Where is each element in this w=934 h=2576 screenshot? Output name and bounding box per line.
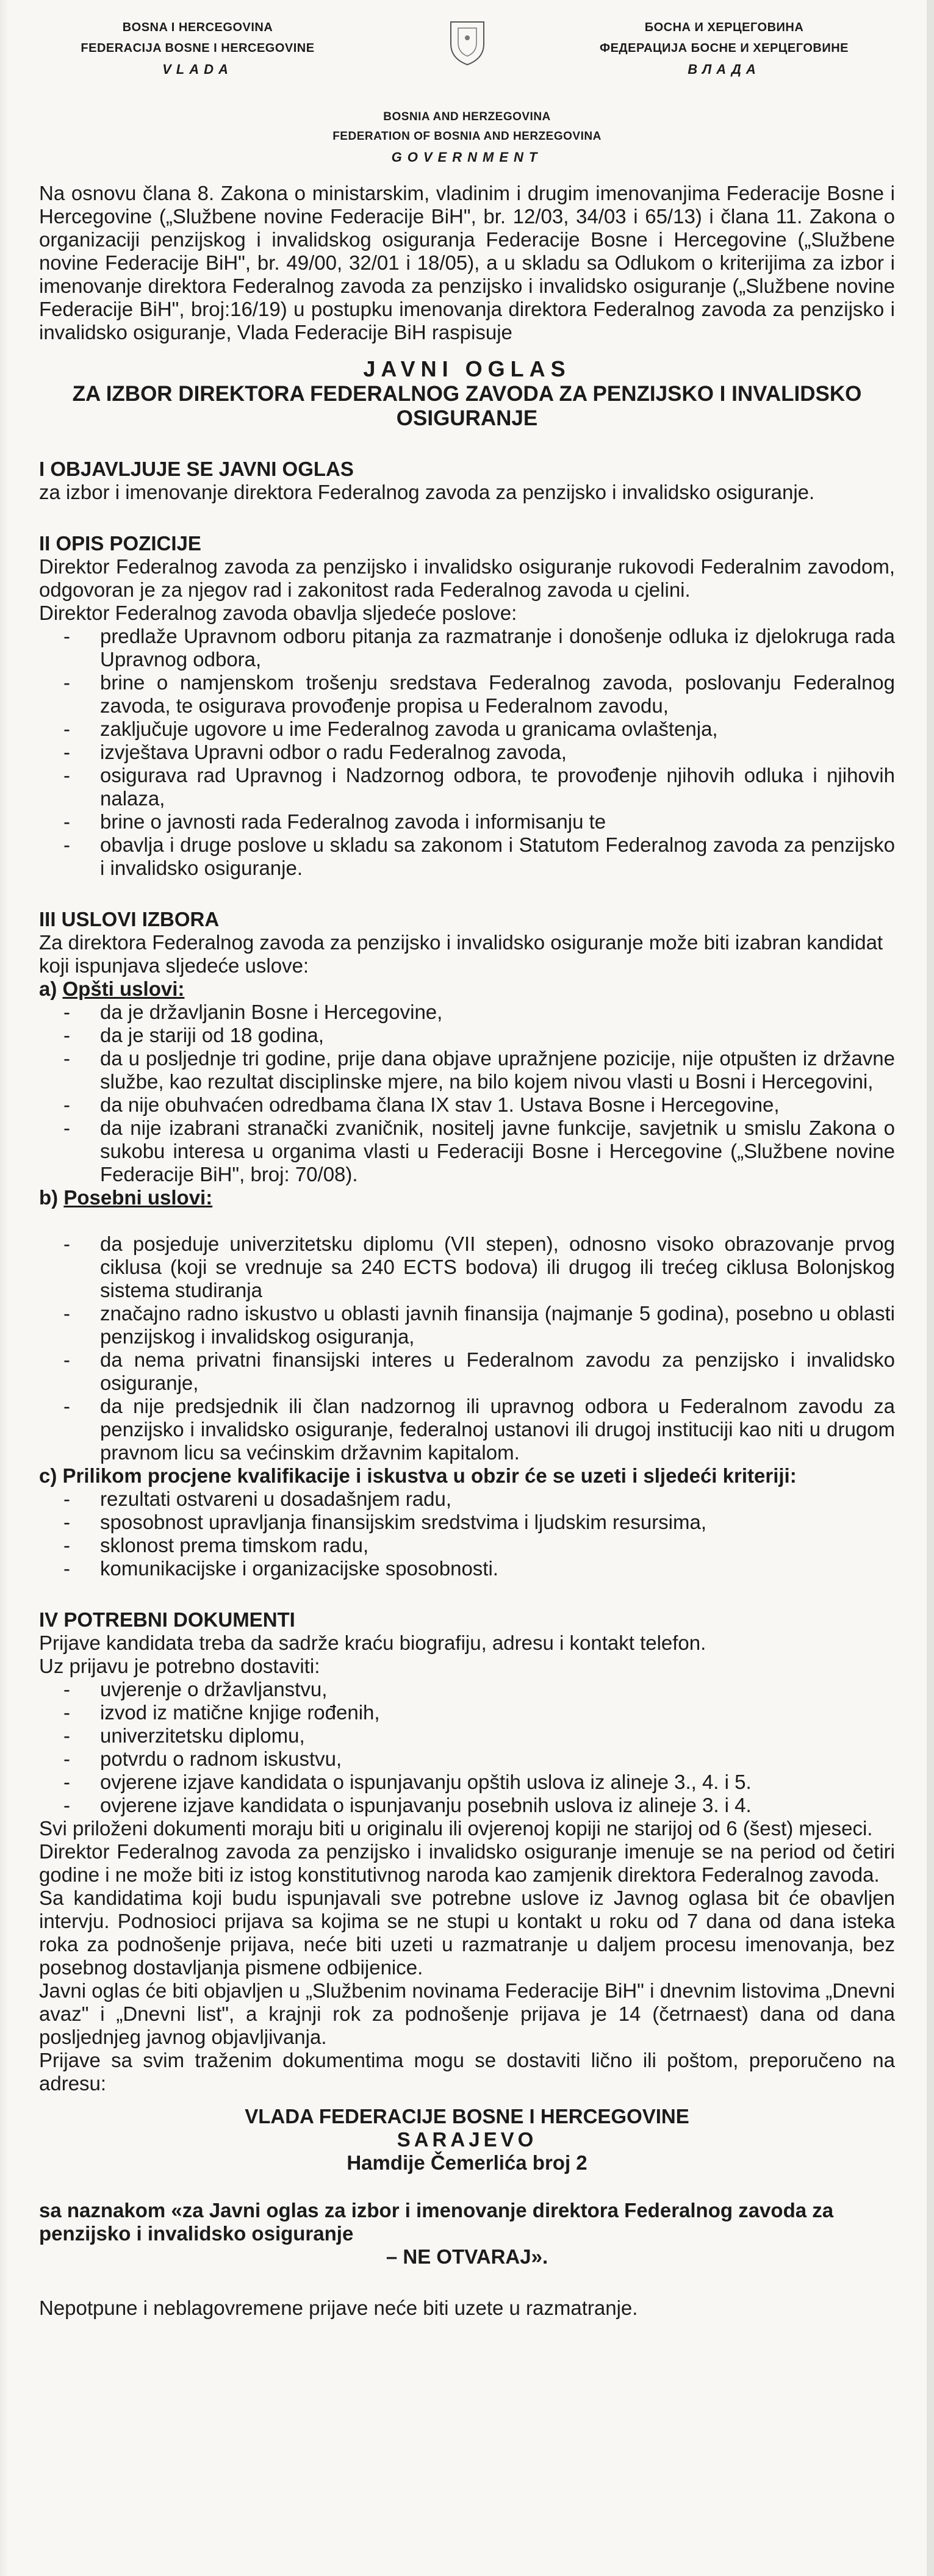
list-item: - da nije izabrani stranački zvaničnik, nositelj javne funkcije, savjetnik u smislu Zakona o sukobu interesa u organima vlasti u Federaciji Bosne i Hercegovine („Službene novine Federacije BiH", broj: 70/08).: [63, 1117, 895, 1186]
section-4-paragraph-1: Svi priloženi dokumenti moraju biti u originalu ili ovjerenoj kopiji ne starijoj od 6 (šest) mjeseci.: [39, 1817, 873, 1840]
header-center-block: [27, 107, 907, 168]
general-conditions-title: Opšti uslovi:: [62, 977, 185, 1000]
list-item: - rezultati ostvareni u dosadašnjem radu,: [63, 1488, 895, 1511]
intro-paragraph: Na osnovu člana 8. Zakona o ministarskim, vladinim i drugim imenovanjima Federacije Bosne i Hercegovine („Službene novine Federacije BiH", br. 12/03, 34/03 i 65/13) i člana 11. Zakona o organizaciji penzijskog i invalidskog osiguranja Federacije Bosne i Hercegovine („Službene novine Federacije BiH", br. 49/00, 32/01 i 18/05), a u skladu sa Odlukom o kriterijima za izbor i imenovanje direktora Federalnog zavoda za penzijsko i invalidsko osiguranje („Službene novine Federacije BiH", broj:16/19) u postupku imenovanja direktora Federalnog zavoda za penzijsko i invalidsko osiguranje, Vlada Federacije BiH raspisuje: [39, 182, 895, 344]
list-item: - brine o namjenskom trošenju sredstava Federalnog zavoda, poslovanju Federalnog zavoda, te osigurava provođenje propisa u Federalnom zavodu,: [63, 671, 895, 718]
list-item: - osigurava rad Upravnog i Nadzornog odbora, te provođenje njihovih odluka i njihovih nalaza,: [63, 764, 895, 810]
list-item: - ovjerene izjave kandidata o ispunjavanju posebnih uslova iz alineje 3. i 4.: [63, 1794, 895, 1817]
section-3: [39, 908, 895, 1580]
section-1-text: za izbor i imenovanje direktora Federalnog zavoda za penzijsko i invalidsko osiguranje.: [39, 481, 815, 503]
list-item: - obavlja i druge poslove u skladu sa zakonom i Statutom Federalnog zavoda za penzijsko i invalidsko osiguranje.: [63, 833, 895, 880]
section-4-paragraph-4: Javni oglas će biti objavljen u „Službenim novinama Federacije BiH" i dnevnim listovima „Dnevni avaz" i „Dnevni list", a krajnji rok za podnošenje prijava je 14 (četrnaest) dana od dana posljednjeg javnog objavljivanja.: [39, 1979, 895, 2048]
list-item: - ovjerene izjave kandidata o ispunjavanju opštih uslova iz alineje 3., 4. i 5.: [63, 1771, 895, 1794]
list-item: - zaključuje ugovore u ime Federalnog zavoda u granicama ovlaštenja,: [63, 718, 895, 741]
list-item: - univerzitetsku diplomu,: [63, 1724, 895, 1747]
general-conditions-label: a): [39, 977, 57, 1000]
section-4: [39, 1608, 895, 2320]
section-1-heading: I OBJAVLJUJE SE JAVNI OGLAS: [39, 458, 354, 480]
section-4-text1: Prijave kandidata treba da sadrže kraću biografiju, adresu i kontakt telefon.: [39, 1632, 706, 1654]
coat-of-arms-icon: [447, 20, 487, 66]
special-conditions-list: [39, 1232, 895, 1464]
address-block: [39, 2105, 895, 2175]
header-right-block: [566, 17, 883, 81]
list-item: - da je državljanin Bosne i Hercegovine,: [63, 1001, 895, 1024]
header-center-line2: FEDERATION OF BOSNIA AND HERZEGOVINA: [332, 130, 602, 143]
document-subtitle: ZA IZBOR DIREKTORA FEDERALNOG ZAVODA ZA PENZIJSKO I INVALIDSKO OSIGURANJE: [72, 382, 862, 430]
section-4-text2: Uz prijavu je potrebno dostaviti:: [39, 1655, 320, 1677]
section-4-paragraph-5: Prijave sa svim traženim dokumentima mogu se dostaviti lično ili poštom, preporučeno na adresu:: [39, 2049, 895, 2095]
page-edge: [927, 0, 934, 2576]
section-3-text: Za direktora Federalnog zavoda za penzijsko i invalidsko osiguranje može biti izabran kandidat koji ispunjava sljedeće uslove:: [39, 931, 883, 977]
header-left-block: [39, 17, 356, 81]
list-item: - potvrdu o radnom iskustvu,: [63, 1747, 895, 1771]
document-body: [27, 182, 907, 2320]
criteria-heading: c) Prilikom procjene kvalifikacije i iskustva u obzir će se uzeti i sljedeći kriteriji:: [39, 1464, 797, 1487]
list-item: - sposobnost upravljanja finansijskim sredstvima i ljudskim resursima,: [63, 1511, 895, 1534]
duties-list: [39, 625, 895, 880]
header-left-line1: BOSNA I HERCEGOVINA: [122, 21, 273, 34]
section-2-text1: Direktor Federalnog zavoda za penzijsko i invalidsko osiguranje rukovodi Federalnim zavodom, odgovoran je za njegov rad i zakonitost rada Federalnog zavoda u cjelini.: [39, 555, 895, 601]
address-line2: SARAJEVO: [397, 2128, 537, 2151]
special-conditions-heading: [39, 1186, 895, 1209]
list-item: - značajno radno iskustvo u oblasti javnih finansija (najmanje 5 godina), posebno u oblasti penzijskog i invalidskog osiguranja,: [63, 1302, 895, 1348]
header-right-line2: ФЕДЕРАЦИЈА БОСНЕ И ХЕРЦЕГОВИНЕ: [600, 41, 849, 55]
header-left-line2: FEDERACIJA BOSNE I HERCEGOVINE: [81, 41, 315, 55]
documents-list: [39, 1678, 895, 1817]
list-item: - da nije obuhvaćen odredbama člana IX stav 1. Ustava Bosne i Hercegovine,: [63, 1093, 895, 1117]
document-header: [27, 17, 907, 182]
envelope-note-closing: – NE OTVARAJ».: [386, 2245, 548, 2268]
header-left-line3: VLADA: [162, 62, 233, 77]
envelope-note-text: sa naznakom «za Javni oglas za izbor i imenovanje direktora Federalnog zavoda za penzijsko i invalidsko osiguranje: [39, 2199, 834, 2245]
header-center-line1: BOSNIA AND HERZEGOVINA: [383, 110, 551, 123]
list-item: - izvještava Upravni odbor o radu Federalnog zavoda,: [63, 741, 895, 764]
section-4-heading: IV POTREBNI DOKUMENTI: [39, 1608, 295, 1631]
special-conditions-title: Posebni uslovi:: [63, 1186, 213, 1209]
special-conditions-label: b): [39, 1186, 59, 1209]
list-item: - da nije predsjednik ili član nadzornog ili upravnog odbora u Federalnom zavodu za penzijsko i invalidsko osiguranje, federalnoj ustanovi ili drugoj instituciji kao niti u drugom pravnom licu sa većinskim državnim kapitalom.: [63, 1395, 895, 1464]
section-3-heading: III USLOVI IZBORA: [39, 908, 220, 930]
document-title: JAVNI OGLAS: [363, 356, 571, 381]
address-line3: Hamdije Čemerlića broj 2: [347, 2151, 587, 2174]
title-block: [39, 356, 895, 431]
list-item: - da je stariji od 18 godina,: [63, 1024, 895, 1047]
address-line1: VLADA FEDERACIJE BOSNE I HERCEGOVINE: [245, 2105, 689, 2128]
list-item: - uvjerenje o državljanstvu,: [63, 1678, 895, 1701]
list-item: - da posjeduje univerzitetsku diplomu (VII stepen), odnosno visoko obrazovanje prvog ciklusa (koji se vrednuje sa 240 ECTS bodova) ili drugog ili trećeg ciklusa Bolonjskog sistema studiranja: [63, 1232, 895, 1302]
section-2: [39, 532, 895, 880]
general-conditions-heading: [39, 977, 895, 1001]
header-right-line1: БОСНА И ХЕРЦЕГОВИНА: [644, 21, 804, 34]
general-conditions-list: [39, 1001, 895, 1186]
list-item: - da u posljednje tri godine, prije dana objave upražnjene pozicije, nije otpušten iz državne službe, kao rezultat disciplinske mjere, na bilo kojem nivou vlasti u Bosni i Hercegovini,: [63, 1047, 895, 1093]
final-note: Nepotpune i neblagovremene prijave neće biti uzete u razmatranje.: [39, 2297, 638, 2319]
section-2-heading: II OPIS POZICIJE: [39, 532, 201, 555]
list-item: - predlaže Upravnom odboru pitanja za razmatranje i donošenje odluka iz djelokruga rada Upravnog odbora,: [63, 625, 895, 671]
envelope-note: [39, 2199, 895, 2268]
list-item: - brine o javnosti rada Federalnog zavoda i informisanju te: [63, 810, 895, 833]
list-item: - da nema privatni finansijski interes u Federalnom zavodu za penzijsko i invalidsko osiguranje,: [63, 1348, 895, 1395]
header-center-line3: GOVERNMENT: [391, 149, 543, 165]
criteria-list: [39, 1488, 895, 1580]
list-item: - sklonost prema timskom radu,: [63, 1534, 895, 1557]
section-2-text2: Direktor Federalnog zavoda obavlja sljedeće poslove:: [39, 602, 517, 624]
list-item: - komunikacijske i organizacijske sposobnosti.: [63, 1557, 895, 1580]
header-right-line3: ВЛАДА: [688, 62, 761, 77]
list-item: - izvod iz matične knjige rođenih,: [63, 1701, 895, 1724]
section-4-paragraph-2: Direktor Federalnog zavoda za penzijsko i invalidsko osiguranje imenuje se na period od četiri godine i ne može biti iz istog konstitutivnog naroda kao zamjenik direktora Federalnog zavoda.: [39, 1840, 895, 1886]
section-4-paragraph-3: Sa kandidatima koji budu ispunjavali sve potrebne uslove iz Javnog oglasa bit će obavljen intervju. Podnosioci prijava sa kojima se ne stupi u kontakt u roku od 7 dana od dana isteka roka za podnošenje prijava, neće biti uzeti u razmatranje u daljem procesu imenovanja, bez posebnog dostavljanja pismene odbijenice.: [39, 1887, 895, 1979]
section-1: [39, 458, 895, 504]
